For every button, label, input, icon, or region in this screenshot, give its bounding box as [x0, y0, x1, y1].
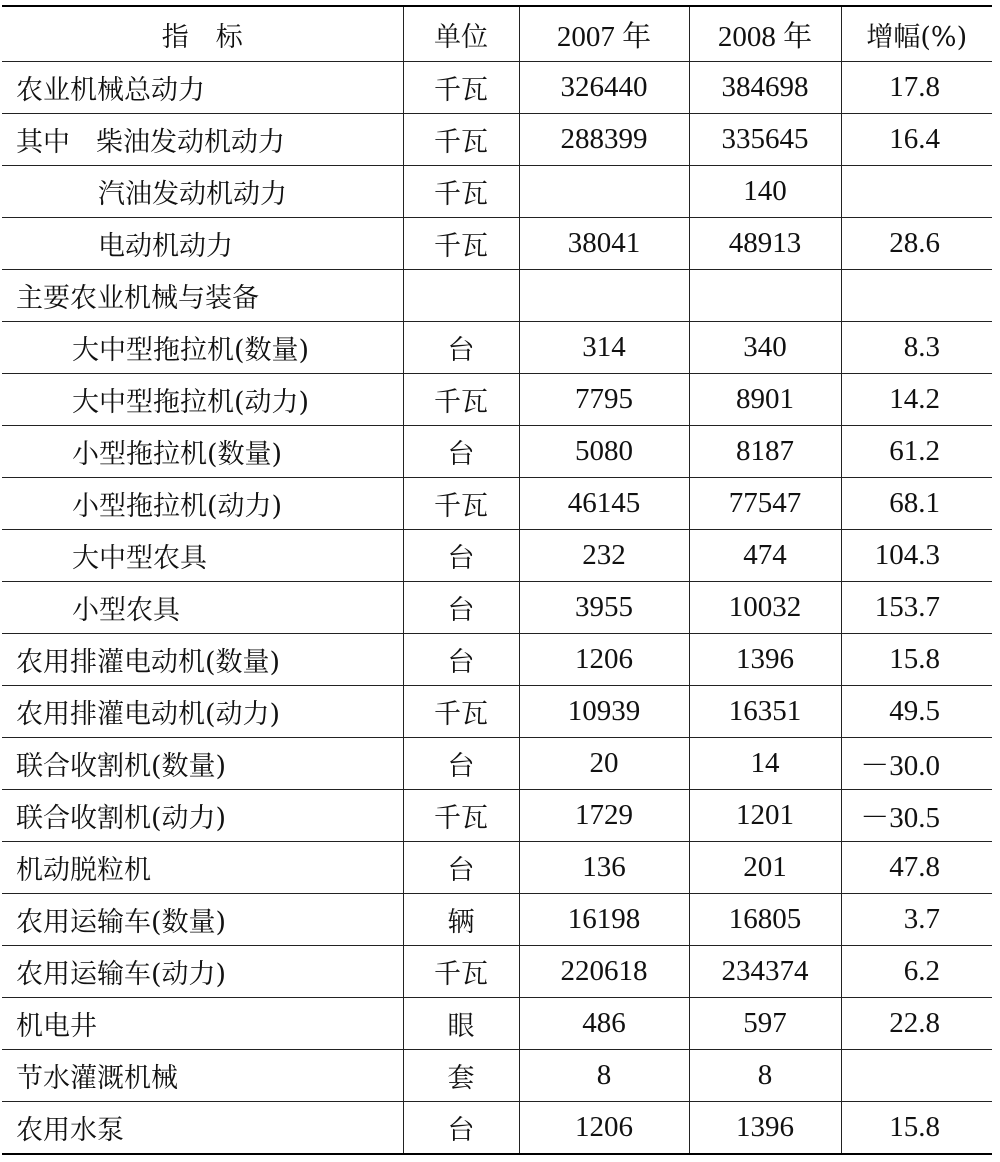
growth-cell: 3.7: [841, 894, 992, 946]
value-2008: 1396: [689, 1102, 841, 1155]
table-row: [2, 894, 992, 946]
row-label: 农用排灌电动机(数量): [2, 634, 403, 686]
value-2007: 326440: [519, 62, 689, 114]
row-label-text: 柴油发动机动力: [96, 127, 285, 158]
row-label: 大中型拖拉机(动力): [2, 374, 403, 426]
value-2008: 234374: [689, 946, 841, 998]
table-row: [2, 374, 992, 426]
table-row: [2, 686, 992, 738]
table-row: [2, 1050, 992, 1102]
row-label: 联合收割机(数量): [2, 738, 403, 790]
unit-cell: 台: [403, 426, 519, 478]
header-row: [2, 6, 992, 62]
value-2008: 1201: [689, 790, 841, 842]
value-2008: 8901: [689, 374, 841, 426]
value-2007: 7795: [519, 374, 689, 426]
growth-cell: 104.3: [841, 530, 992, 582]
value-2008: 140: [689, 166, 841, 218]
unit-cell: 台: [403, 582, 519, 634]
table-row: [2, 1102, 992, 1155]
value-2008: 16805: [689, 894, 841, 946]
growth-cell: 22.8: [841, 998, 992, 1050]
growth-cell: －30.5: [841, 790, 992, 842]
value-2007: 314: [519, 322, 689, 374]
unit-cell: 台: [403, 530, 519, 582]
value-2008: 8: [689, 1050, 841, 1102]
value-2007: 1206: [519, 634, 689, 686]
table-row: [2, 270, 992, 322]
value-2008: 474: [689, 530, 841, 582]
row-label: 农用水泵: [2, 1102, 403, 1155]
value-2007: 232: [519, 530, 689, 582]
unit-cell: 套: [403, 1050, 519, 1102]
row-label: 电动机动力: [2, 218, 403, 270]
value-2008: 16351: [689, 686, 841, 738]
value-2008: 597: [689, 998, 841, 1050]
unit-cell: 眼: [403, 998, 519, 1050]
value-2007: 46145: [519, 478, 689, 530]
value-2008: 1396: [689, 634, 841, 686]
value-2008: [689, 270, 841, 322]
table-row: [2, 998, 992, 1050]
row-label: 大中型拖拉机(数量): [2, 322, 403, 374]
table-row: [2, 530, 992, 582]
value-2007: 288399: [519, 114, 689, 166]
header-unit: 单位: [403, 6, 519, 62]
row-label: 节水灌溉机械: [2, 1050, 403, 1102]
value-2008: 10032: [689, 582, 841, 634]
value-2007: 16198: [519, 894, 689, 946]
growth-cell: 15.8: [841, 1102, 992, 1155]
row-label: 农用运输车(数量): [2, 894, 403, 946]
value-2007: 8: [519, 1050, 689, 1102]
value-2008: 340: [689, 322, 841, 374]
row-label: 农用运输车(动力): [2, 946, 403, 998]
value-2007: [519, 270, 689, 322]
row-label: 小型农具: [2, 582, 403, 634]
table-row: [2, 946, 992, 998]
table-row: [2, 790, 992, 842]
unit-cell: 台: [403, 634, 519, 686]
table-row: [2, 322, 992, 374]
value-2007: 1729: [519, 790, 689, 842]
value-2007: 486: [519, 998, 689, 1050]
unit-cell: 千瓦: [403, 790, 519, 842]
value-2007: 220618: [519, 946, 689, 998]
growth-cell: 68.1: [841, 478, 992, 530]
table-row: [2, 478, 992, 530]
row-label: 机电井: [2, 998, 403, 1050]
unit-cell: 千瓦: [403, 62, 519, 114]
table-row: [2, 62, 992, 114]
growth-cell: －30.0: [841, 738, 992, 790]
value-2007: 10939: [519, 686, 689, 738]
growth-cell: [841, 1050, 992, 1102]
value-2007: 38041: [519, 218, 689, 270]
value-2008: 201: [689, 842, 841, 894]
value-2008: 77547: [689, 478, 841, 530]
growth-cell: [841, 270, 992, 322]
growth-cell: 17.8: [841, 62, 992, 114]
row-label: 主要农业机械与装备: [2, 270, 403, 322]
header-indicator: 指 标: [2, 6, 403, 62]
table-row: [2, 634, 992, 686]
row-label: 小型拖拉机(动力): [2, 478, 403, 530]
unit-cell: 千瓦: [403, 946, 519, 998]
growth-cell: 15.8: [841, 634, 992, 686]
header-growth: 增幅(%): [841, 6, 992, 62]
value-2008: 14: [689, 738, 841, 790]
row-label: 大中型农具: [2, 530, 403, 582]
agricultural-machinery-table: [2, 5, 992, 1155]
growth-cell: 6.2: [841, 946, 992, 998]
growth-cell: 14.2: [841, 374, 992, 426]
value-2007: 1206: [519, 1102, 689, 1155]
unit-cell: 台: [403, 842, 519, 894]
table-row: [2, 582, 992, 634]
header-2008: 2008 年: [689, 6, 841, 62]
table-row: [2, 114, 992, 166]
row-label: 农用排灌电动机(动力): [2, 686, 403, 738]
unit-cell: 千瓦: [403, 166, 519, 218]
value-2007: 5080: [519, 426, 689, 478]
row-label: 机动脱粒机: [2, 842, 403, 894]
growth-cell: 61.2: [841, 426, 992, 478]
value-2007: 20: [519, 738, 689, 790]
growth-cell: [841, 166, 992, 218]
unit-cell: 千瓦: [403, 374, 519, 426]
growth-cell: 28.6: [841, 218, 992, 270]
unit-cell: 辆: [403, 894, 519, 946]
unit-cell: [403, 270, 519, 322]
unit-cell: 台: [403, 322, 519, 374]
unit-cell: 千瓦: [403, 218, 519, 270]
unit-cell: 千瓦: [403, 114, 519, 166]
row-label-prefix: 其中: [16, 127, 70, 158]
value-2008: 48913: [689, 218, 841, 270]
table-row: [2, 842, 992, 894]
growth-cell: 153.7: [841, 582, 992, 634]
value-2007: 136: [519, 842, 689, 894]
value-2007: 3955: [519, 582, 689, 634]
unit-cell: 台: [403, 738, 519, 790]
table-row: [2, 738, 992, 790]
value-2008: 335645: [689, 114, 841, 166]
growth-cell: 47.8: [841, 842, 992, 894]
table-row: [2, 426, 992, 478]
value-2007: [519, 166, 689, 218]
value-2008: 8187: [689, 426, 841, 478]
growth-cell: 16.4: [841, 114, 992, 166]
unit-cell: 台: [403, 1102, 519, 1155]
growth-cell: 8.3: [841, 322, 992, 374]
row-label: 联合收割机(动力): [2, 790, 403, 842]
header-2007: 2007 年: [519, 6, 689, 62]
row-label: [2, 114, 403, 166]
row-label: 汽油发动机动力: [2, 166, 403, 218]
row-label: 农业机械总动力: [2, 62, 403, 114]
table-row: [2, 166, 992, 218]
value-2008: 384698: [689, 62, 841, 114]
unit-cell: 千瓦: [403, 686, 519, 738]
growth-cell: 49.5: [841, 686, 992, 738]
row-label: 小型拖拉机(数量): [2, 426, 403, 478]
table-row: [2, 218, 992, 270]
unit-cell: 千瓦: [403, 478, 519, 530]
